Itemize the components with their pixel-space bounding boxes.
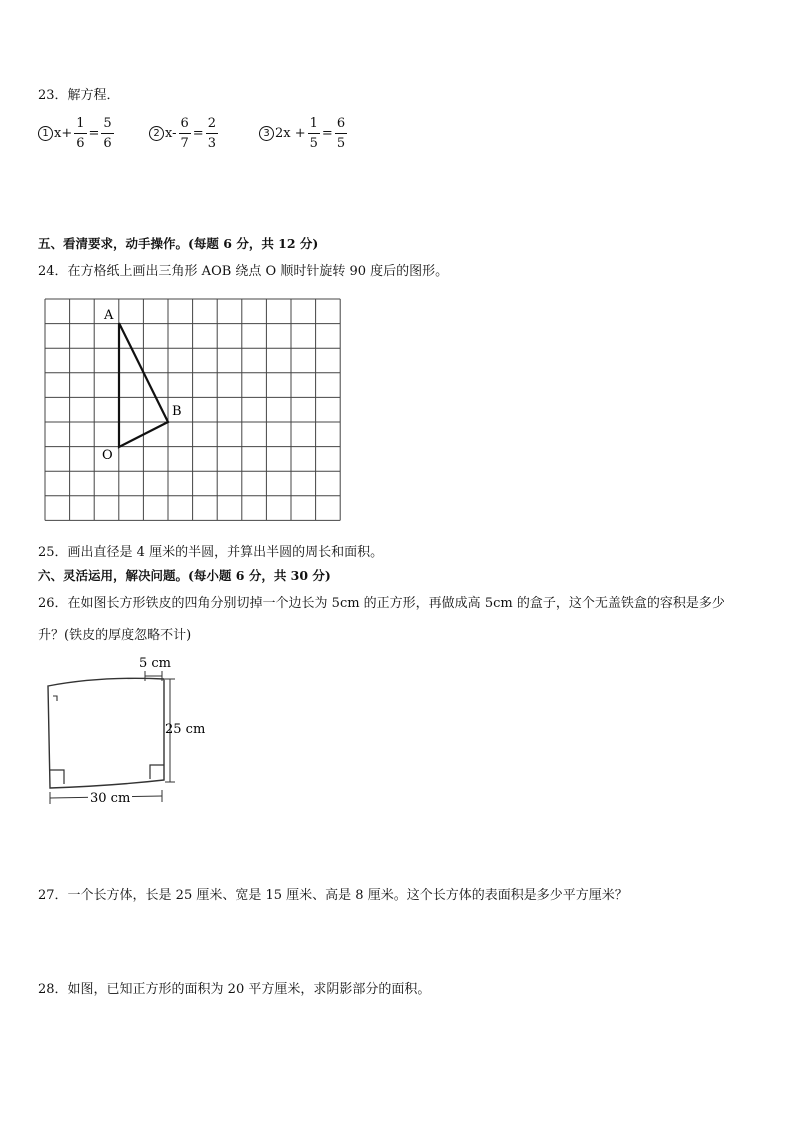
section-6-heading: 六、灵活运用，解决问题。(每小题 6 分，共 30 分) — [38, 568, 331, 583]
eq3-frac-left-den: 5 — [309, 136, 318, 151]
eq1-frac-left-num: 1 — [74, 117, 86, 134]
sheet-outline — [48, 678, 164, 788]
sheet-figure — [40, 652, 220, 812]
eq1-frac-left — [74, 117, 86, 150]
eq1-frac-right — [101, 117, 113, 150]
equation-1 — [38, 117, 116, 150]
label-a: A — [104, 308, 114, 323]
eq1-frac-left-den: 6 — [76, 136, 85, 151]
label-5cm: 5 cm — [139, 656, 172, 671]
eq3-frac-left — [308, 117, 320, 150]
q28-text: 28．如图，已知正方形的面积为 20 平方厘米，求阴影部分的面积。 — [38, 982, 431, 997]
eq3-frac-right — [335, 117, 347, 150]
eq3-frac-right-den: 5 — [336, 136, 346, 151]
marker-2: 2 — [149, 126, 164, 141]
eq2-frac-left-num: 6 — [179, 117, 191, 134]
grid-figure — [40, 295, 342, 525]
q27-text: 27．一个长方体，长是 25 厘米、宽是 15 厘米、高是 8 厘米。这个长方体的表面积是多少平方厘米？ — [38, 888, 628, 903]
eq2-frac-right-num: 2 — [206, 117, 218, 134]
corner-top-left — [53, 696, 57, 701]
eq1-frac-right-num: 5 — [101, 117, 113, 134]
q26-line-1: 26．在如图长方形铁皮的四角分别切掉一个边长为 5cm 的正方形，再做成高 5cm 的盒子，这个无盖铁盒的容积是多少 — [38, 596, 725, 611]
equation-3 — [259, 117, 349, 150]
eq2-prefix: x- — [165, 126, 177, 141]
eq1-equals: = — [88, 126, 100, 141]
label-b: B — [172, 404, 182, 419]
label-o: O — [102, 448, 113, 463]
marker-3: 3 — [259, 126, 274, 141]
eq3-frac-right-num: 6 — [335, 117, 347, 134]
eq2-equals: = — [192, 126, 204, 141]
eq2-frac-left — [179, 117, 191, 150]
corner-bottom-left — [50, 770, 64, 784]
section-5-heading: 五、看清要求，动手操作。(每题 6 分，共 12 分) — [38, 236, 319, 251]
eq3-frac-left-num: 1 — [308, 117, 320, 134]
corner-bottom-right — [150, 765, 164, 779]
eq2-frac-right — [206, 117, 218, 150]
eq1-prefix: x+ — [54, 126, 73, 141]
eq2-frac-left-den: 7 — [180, 136, 189, 151]
label-25cm: 25 cm — [165, 722, 206, 737]
eq1-frac-right-den: 6 — [103, 136, 112, 151]
label-30cm: 30 cm — [90, 791, 131, 806]
q25-text: 25．画出直径是 4 厘米的半圆，并算出半圆的周长和面积。 — [38, 545, 384, 560]
marker-1: 1 — [38, 126, 53, 141]
equation-2 — [149, 117, 220, 150]
q26-line-2: 升？(铁皮的厚度忽略不计) — [38, 628, 192, 643]
eq3-equals: = — [321, 126, 333, 141]
q24-text: 24．在方格纸上画出三角形 AOB 绕点 O 顺时针旋转 90 度后的图形。 — [38, 264, 449, 279]
grid-lines — [45, 299, 340, 520]
eq2-frac-right-den: 3 — [207, 136, 216, 151]
eq3-prefix: 2x + — [275, 126, 306, 141]
q23-title: 23．解方程． — [38, 88, 120, 103]
